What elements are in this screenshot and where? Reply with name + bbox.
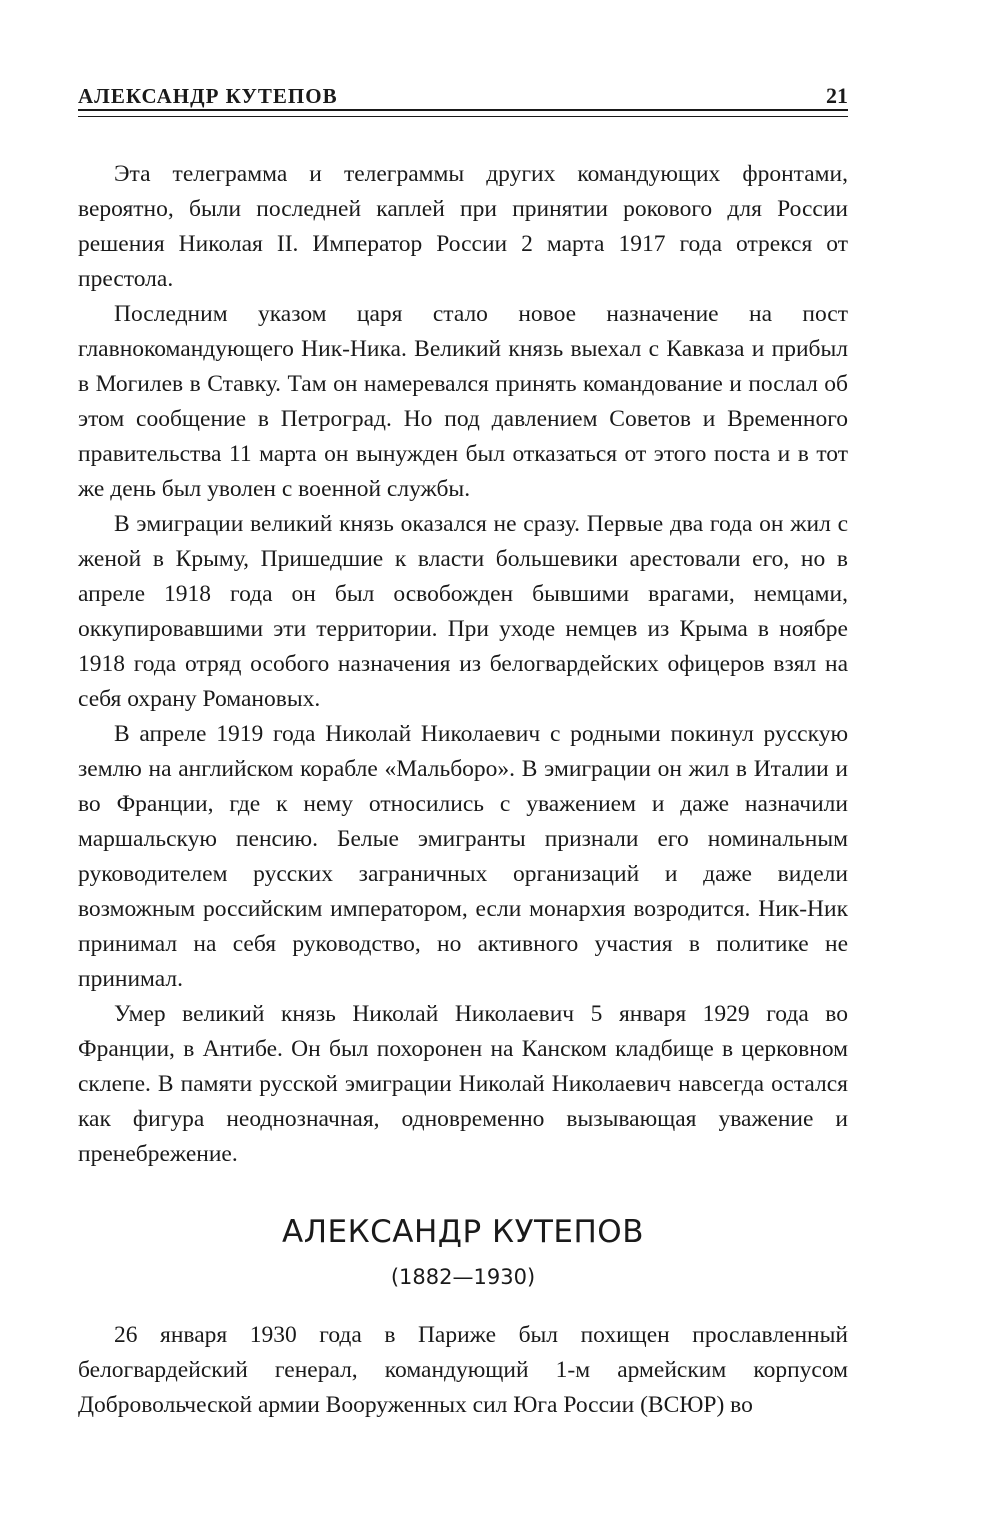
paragraph-telegram: Эта телеграмма и телеграммы других командующих фронтами, вероятно, были последней каплей при принятии рокового для России решения Николая II. Император России 2 марта 1917 года отрекся от престола. bbox=[78, 161, 848, 292]
chapter-years: (1882—1930) bbox=[390, 1265, 536, 1289]
chapter-title: АЛЕКСАНДР КУТЕПОВ bbox=[282, 1214, 644, 1250]
body-text bbox=[78, 157, 848, 1172]
header-rule-thin bbox=[78, 116, 848, 117]
paragraph-death: Умер великий князь Николай Николаевич 5 января 1929 года во Франции, в Антибе. Он был похоронен на Канском кладбище в церковном склепе. В памяти русской эмиграции Николай Николаевич навсегда остался как фигура неоднозначная, одновременно вызывающая уважение и пренебрежение. bbox=[78, 1001, 848, 1167]
paragraph-april-1919: В апреле 1919 года Николай Николаевич с родными покинул русскую землю на английском корабле «Мальборо». В эмиграции он жил в Италии и во Франции, где к нему относились с уважением и даже назначили маршальскую пенсию. Белые эмигранты признали его номинальным руководителем русских заграничных организаций и даже видели возможным российским императором, если монархия возродится. Ник-Ник принимал на себя руководство, но активного участия в политике не принимал. bbox=[78, 721, 848, 992]
header-rule-thick bbox=[78, 109, 848, 111]
paragraph-last-decree: Последним указом царя стало новое назначение на пост главнокомандующего Ник-Ника. Великий князь выехал с Кавказа и прибыл в Могилев в Ставку. Там он намеревался принять командование и послал об этом сообщение в Петроград. Но под давлением Советов и Временного правительства 11 марта он вынужден был отказаться от этого поста и в тот же день был уволен с военной службы. bbox=[78, 301, 848, 502]
chapter-heading bbox=[78, 1210, 848, 1294]
running-header-title: АЛЕКСАНДР КУТЕПОВ bbox=[78, 84, 338, 108]
paragraph-emigration: В эмиграции великий князь оказался не сразу. Первые два года он жил с женой в Крыму, Пришедшие к власти большевики арестовали его, но в апреле 1918 года он был освобожден бывшими врагами, немцами, оккупировавшими эти территории. При уходе немцев из Крыма в ноябре 1918 года отряд особого назначения из белогвардейских офицеров взял на себя охрану Романовых. bbox=[78, 511, 848, 712]
paragraph-kidnapping: 26 января 1930 года в Париже был похищен прославленный белогвардейский генерал, командующий 1-м армейским корпусом Добровольческой армии Вооруженных сил Юга России (ВСЮР) во bbox=[78, 1322, 848, 1418]
page-number: 21 bbox=[826, 83, 848, 108]
chapter-text bbox=[78, 1318, 848, 1423]
